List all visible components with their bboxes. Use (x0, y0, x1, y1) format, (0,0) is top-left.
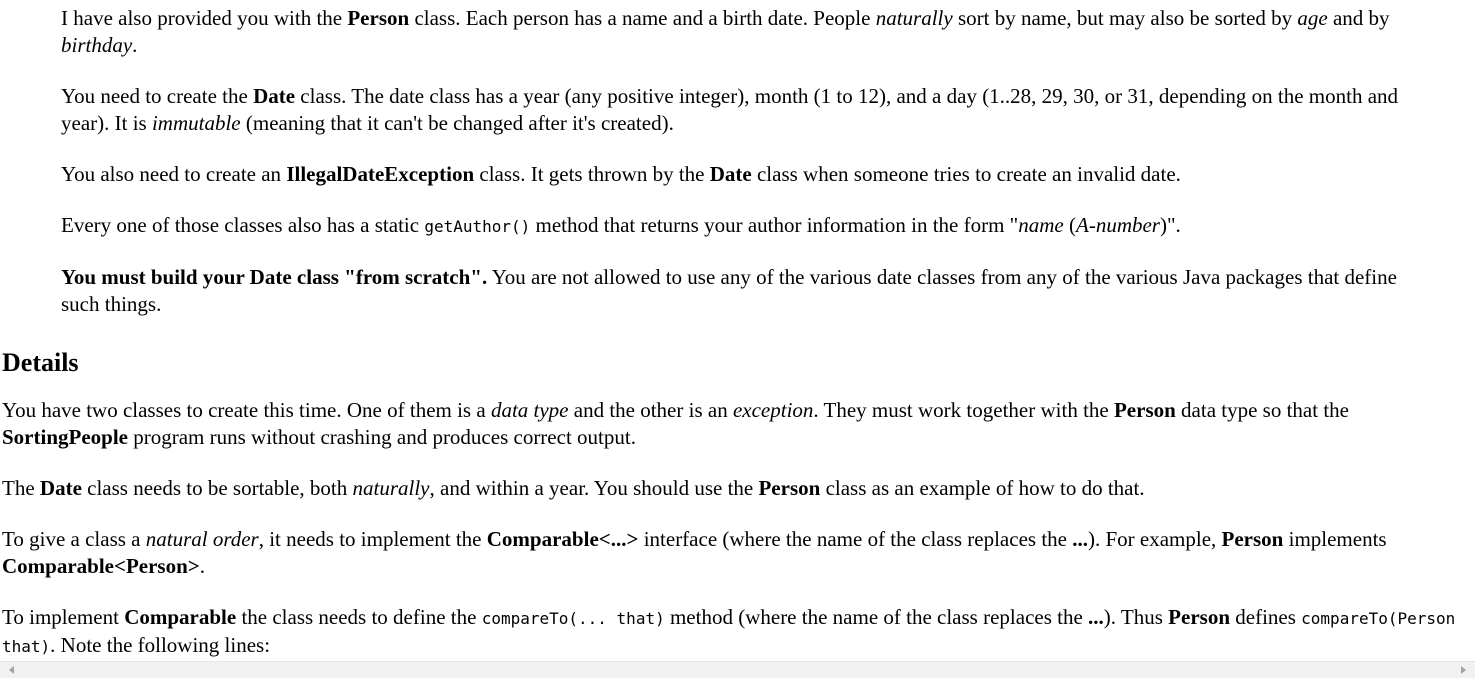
text: implements (1283, 527, 1387, 551)
comparable-term: Comparable (124, 605, 237, 629)
text: You have two classes to create this time. One of them is a (2, 398, 491, 422)
text: (meaning that it can't be changed after it's created). (240, 111, 674, 135)
text: ( (1063, 213, 1076, 237)
exception-class-paragraph (61, 161, 1433, 188)
compare-to-person-code: compareTo(Person that) (2, 609, 1456, 656)
text: sort by name, but may also be sorted by (952, 6, 1298, 30)
get-author-code: getAuthor() (424, 217, 531, 236)
age-term: age (1297, 6, 1328, 30)
date-term: Date (253, 84, 296, 108)
natural-order-term: natural order (145, 527, 259, 551)
text: To implement (2, 605, 125, 629)
text: )". (1159, 213, 1181, 237)
text: class when someone tries to create an invalid date. (751, 162, 1181, 186)
text: To give a class a (2, 527, 146, 551)
from-scratch-term: You must build your Date class "from scratch". (61, 265, 488, 289)
text: . (199, 554, 205, 578)
text: program runs without crashing and produces correct output. (128, 425, 636, 449)
comparable-generic-term: Comparable<...> (486, 527, 639, 551)
text: You need to create the (61, 84, 254, 108)
text: method that returns your author information in the form " (530, 213, 1019, 237)
text: class. It gets thrown by the (474, 162, 710, 186)
person-term: Person (347, 6, 410, 30)
a-number-term: A-number (1076, 213, 1160, 237)
comparable-person-term: Comparable<Person> (2, 554, 200, 578)
details-paragraph-2 (2, 475, 1473, 502)
exception-term: exception (732, 398, 814, 422)
text: interface (where the name of the class replaces the (638, 527, 1073, 551)
data-type-term: data type (490, 398, 569, 422)
from-scratch-paragraph (61, 264, 1433, 318)
naturally-term: naturally (875, 6, 953, 30)
details-paragraph-4 (2, 604, 1473, 660)
text: class. Each person has a name and a birth date. People (409, 6, 876, 30)
details-paragraph-1 (2, 397, 1473, 451)
immutable-term: immutable (151, 111, 241, 135)
sorting-people-term: SortingPeople (2, 425, 128, 449)
text: the class needs to define the (236, 605, 482, 629)
get-author-paragraph (61, 212, 1433, 240)
person-term: Person (1168, 605, 1230, 629)
document-body (2, 5, 1473, 684)
text: I have also provided you with the (61, 6, 348, 30)
compare-to-code: compareTo(... that) (481, 609, 665, 628)
text: , it needs to implement the (258, 527, 487, 551)
date-term: Date (709, 162, 752, 186)
text: and by (1327, 6, 1390, 30)
name-term: name (1018, 213, 1064, 237)
text: and the other is an (568, 398, 733, 422)
ellipsis-term: ... (1072, 527, 1088, 551)
text: class. The date class has a year (any positive integer), month (1 to 12), and a day (1..28, 29, 30, or 31, depending on the month and year). It is (61, 84, 1399, 135)
triangle-right-icon[interactable] (1461, 666, 1466, 674)
text: class as an example of how to do that. (820, 476, 1145, 500)
text: class needs to be sortable, both (81, 476, 353, 500)
illegal-date-exception-term: IllegalDateException (286, 162, 475, 186)
text: ). For example, (1087, 527, 1222, 551)
date-term: Date (39, 476, 82, 500)
person-term: Person (1221, 527, 1284, 551)
text: data type so that the (1175, 398, 1349, 422)
text: method (where the name of the class replaces the (664, 605, 1089, 629)
text: You are not allowed to use any of the various date classes from any of the various Java packages that define such things. (61, 265, 1397, 316)
text: ). Thus (1103, 605, 1169, 629)
details-heading: Details (2, 348, 79, 377)
person-term: Person (758, 476, 821, 500)
details-paragraph-3 (2, 526, 1473, 580)
text: You also need to create an (61, 162, 287, 186)
intro-block (61, 5, 1433, 318)
text: The (2, 476, 40, 500)
text: . Note the following lines: (50, 633, 271, 657)
text: , and within a year. You should use the (429, 476, 759, 500)
text: . (132, 33, 138, 57)
person-class-paragraph (61, 5, 1433, 59)
naturally-term: naturally (352, 476, 430, 500)
text: . They must work together with the (813, 398, 1114, 422)
horizontal-scrollbar[interactable] (0, 661, 1475, 678)
ellipsis-term: ... (1088, 605, 1104, 629)
birthday-term: birthday (61, 33, 133, 57)
text: Every one of those classes also has a static (61, 213, 425, 237)
text: defines (1230, 605, 1302, 629)
date-class-paragraph (61, 83, 1433, 137)
person-term: Person (1113, 398, 1176, 422)
triangle-left-icon[interactable] (9, 666, 14, 674)
